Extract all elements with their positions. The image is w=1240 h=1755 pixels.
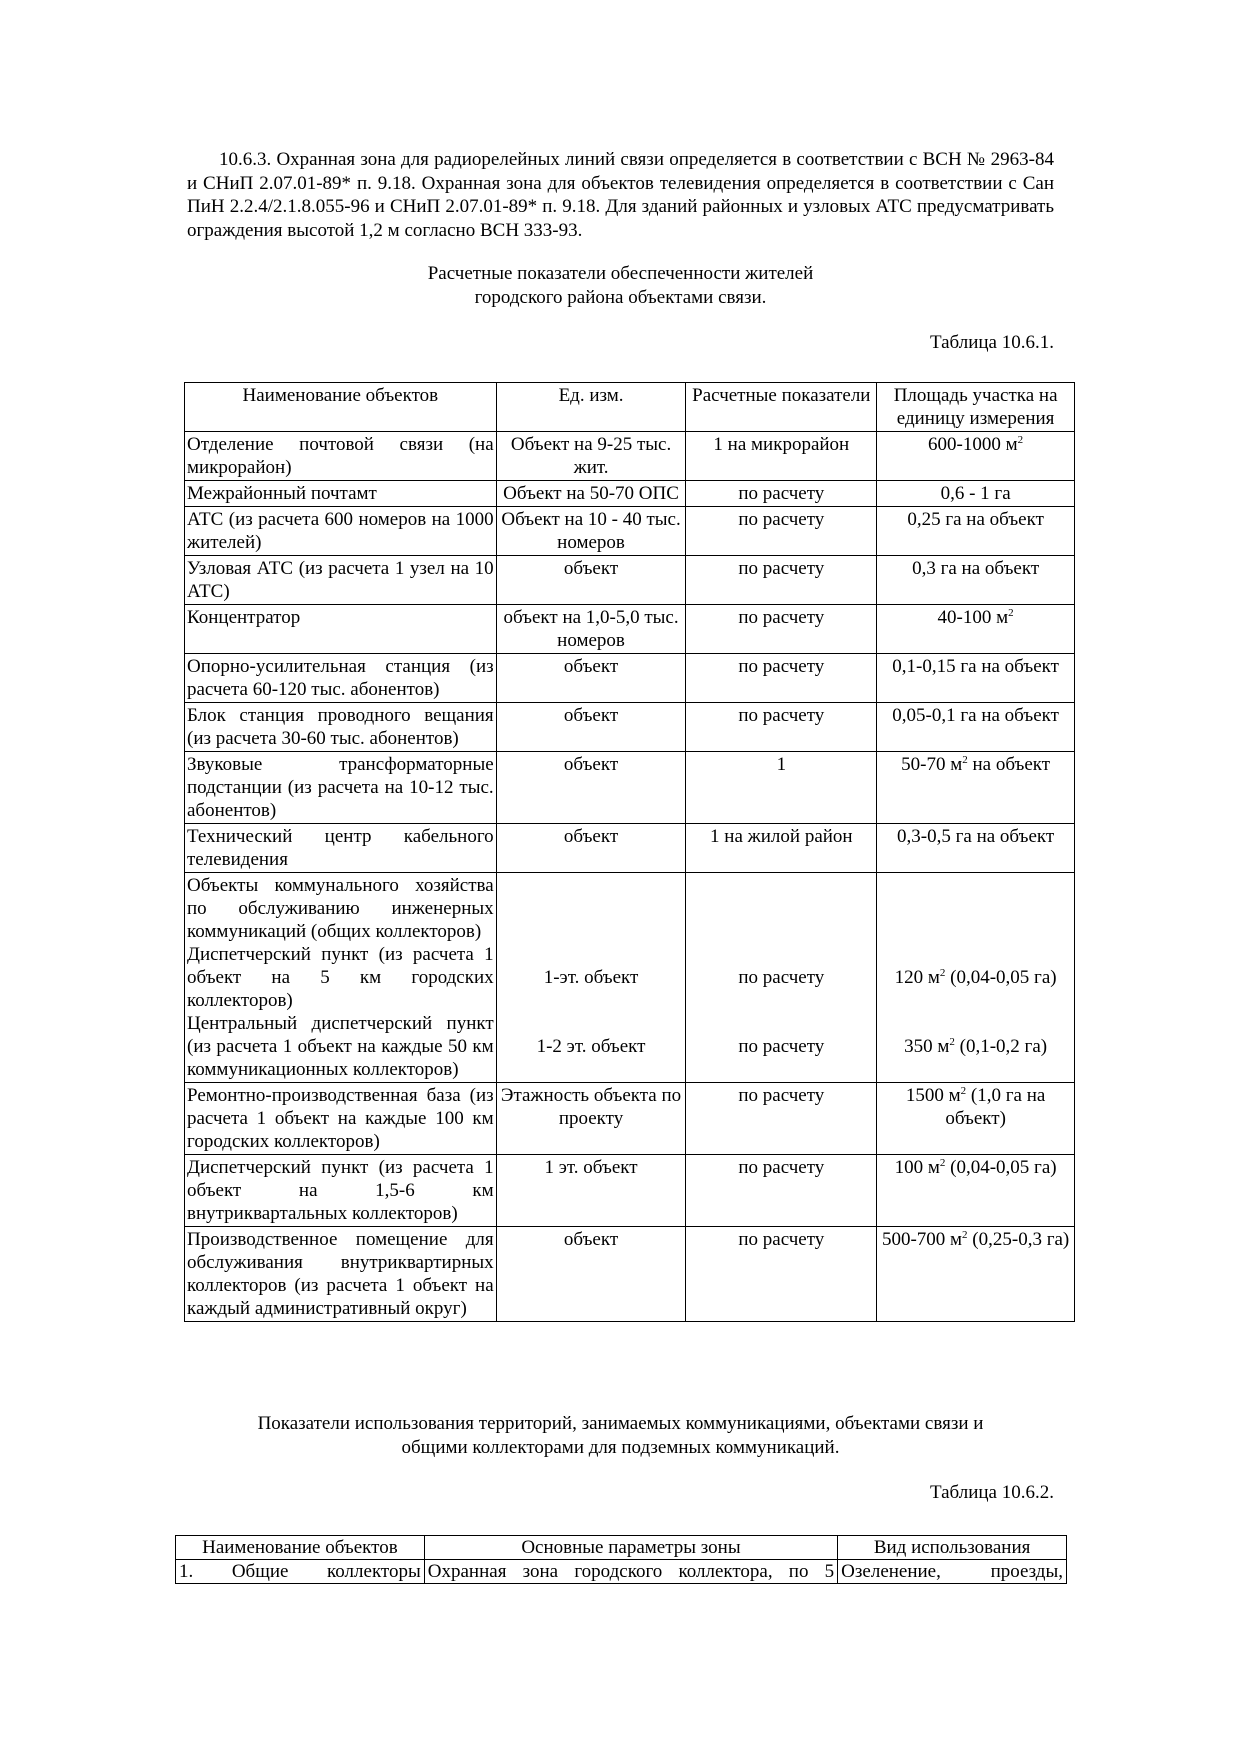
row-name: Производственное помещение для обслуживания внутриквартирных коллекторов (из расчета 1 объект на каждый административный округ) bbox=[185, 1227, 497, 1322]
table-row bbox=[185, 432, 1075, 481]
row-indicator: по расчету bbox=[686, 556, 877, 605]
row-indicator: 1 bbox=[686, 752, 877, 824]
row-unit bbox=[496, 873, 686, 1083]
row-unit: Этажность объекта по проекту bbox=[496, 1083, 686, 1155]
communal-sub1-unit: 1-эт. объект bbox=[543, 967, 639, 988]
communal-sub2-indicator: по расчету bbox=[738, 1036, 825, 1057]
row-unit: объект bbox=[496, 824, 686, 873]
table-row bbox=[185, 507, 1075, 556]
table1-caption bbox=[187, 262, 1054, 309]
row-name: Ремонтно-производственная база (из расчета 1 объект на каждые 100 км городских коллекторов) bbox=[185, 1083, 497, 1155]
row-indicator: по расчету bbox=[686, 703, 877, 752]
communal-sub2-name: Центральный диспетчерский пункт (из расчета 1 объект на каждые 50 км коммуникационных коллекторов) bbox=[187, 1013, 494, 1080]
table-row bbox=[185, 481, 1075, 507]
row-name: Отделение почтовой связи (на микрорайон) bbox=[185, 432, 497, 481]
row-area: 500-700 $м^2$ (0,25-0,3 га) bbox=[877, 1227, 1075, 1322]
table2-label: Таблица 10.6.2. bbox=[929, 1482, 1054, 1503]
table-row bbox=[185, 654, 1075, 703]
row-unit: Объект на 9-25 тыс. жит. bbox=[496, 432, 686, 481]
table1-header-area: Площадь участка на единицу измерения bbox=[877, 383, 1075, 432]
row-unit: Объект на 50-70 ОПС bbox=[496, 481, 686, 507]
row-area: 0,3-0,5 га на объект bbox=[877, 824, 1075, 873]
intro-paragraph: 10.6.3. Охранная зона для радиорелейных линий связи определяется в соответствии с ВСН № 2963-84 и СНиП 2.07.01-89* п. 9.18. Охранная зона для объектов телевидения определяется в соответствии с Сан ПиН 2.2.4/2.1.8.055-96 и СНиП 2.07.01-89* п. 9.18. Для зданий районных и узловых АТС предусматривать ограждения высотой 1,2 м согласно ВСН 333-93. bbox=[187, 149, 1054, 241]
row-usage: Озеленение, проезды, bbox=[838, 1560, 1067, 1584]
row-indicator: по расчету bbox=[686, 507, 877, 556]
table1-header-row bbox=[185, 383, 1075, 432]
communal-heading: Объекты коммунального хозяйства по обслуживанию инженерных коммуникаций (общих коллекторов) bbox=[187, 875, 494, 942]
row-indicator: по расчету bbox=[686, 605, 877, 654]
table2-header-params: Основные параметры зоны bbox=[424, 1536, 837, 1560]
table2-caption-line1: Показатели использования территорий, занимаемых коммуникациями, объектами связи и bbox=[257, 1413, 984, 1434]
row-indicator: по расчету bbox=[686, 481, 877, 507]
row-indicator: 1 на микрорайон bbox=[686, 432, 877, 481]
table2-header-usage: Вид использования bbox=[838, 1536, 1067, 1560]
table1-header-unit: Ед. изм. bbox=[496, 383, 686, 432]
row-name: Опорно-усилительная станция (из расчета 60-120 тыс. абонентов) bbox=[185, 654, 497, 703]
table-row bbox=[185, 703, 1075, 752]
row-name: АТС (из расчета 600 номеров на 1000 жителей) bbox=[185, 507, 497, 556]
table-row bbox=[185, 752, 1075, 824]
row-unit: Объект на 10 - 40 тыс. номеров bbox=[496, 507, 686, 556]
row-indicator: по расчету bbox=[686, 1083, 877, 1155]
table2-caption-line2: общими коллекторами для подземных коммуникаций. bbox=[401, 1436, 840, 1458]
row-area: 0,1-0,15 га на объект bbox=[877, 654, 1075, 703]
row-area: 0,05-0,1 га на объект bbox=[877, 703, 1075, 752]
row-name: Блок станция проводного вещания (из расчета 30-60 тыс. абонентов) bbox=[185, 703, 497, 752]
row-area: 40-100 $м^2$ bbox=[877, 605, 1075, 654]
row-name: Диспетчерский пункт (из расчета 1 объект на 1,5-6 км внутриквартальных коллекторов) bbox=[185, 1155, 497, 1227]
row-area: 100 $м^2$ (0,04-0,05 га) bbox=[877, 1155, 1075, 1227]
communal-sub1-area: 120 $м^2$ (0,04-0,05 га) bbox=[894, 967, 1057, 988]
row-area: 0,6 - 1 га bbox=[877, 481, 1075, 507]
row-unit: объект bbox=[496, 703, 686, 752]
row-name: Межрайонный почтамт bbox=[185, 481, 497, 507]
table2-header-name: Наименование объектов bbox=[176, 1536, 425, 1560]
row-area: 0,25 га на объект bbox=[877, 507, 1075, 556]
row-indicator: по расчету bbox=[686, 1155, 877, 1227]
row-unit: объект bbox=[496, 556, 686, 605]
table-row bbox=[185, 1227, 1075, 1322]
communal-sub1-indicator: по расчету bbox=[738, 967, 825, 988]
table-row bbox=[185, 1083, 1075, 1155]
row-unit: 1 эт. объект bbox=[496, 1155, 686, 1227]
table1-header-indicator: Расчетные показатели bbox=[686, 383, 877, 432]
table-10-6-1 bbox=[184, 382, 1075, 1322]
table-10-6-2 bbox=[175, 1535, 1067, 1584]
table1-caption-line2: городского района объектами связи. bbox=[474, 286, 767, 308]
row-name: Узловая АТС (из расчета 1 узел на 10 АТС) bbox=[185, 556, 497, 605]
row-area: 50-70 $м^2$ на объект bbox=[877, 752, 1075, 824]
row-unit: объект на 1,0-5,0 тыс. номеров bbox=[496, 605, 686, 654]
row-unit: объект bbox=[496, 654, 686, 703]
table-row bbox=[176, 1560, 1067, 1584]
row-unit: объект bbox=[496, 752, 686, 824]
row-name: Концентратор bbox=[185, 605, 497, 654]
row-area: 1500 $м^2$ (1,0 га на объект) bbox=[877, 1083, 1075, 1155]
communal-sub1-name: Диспетчерский пункт (из расчета 1 объект на 5 км городских коллекторов) bbox=[187, 944, 494, 1011]
table-row bbox=[185, 824, 1075, 873]
row-area: 600-1000 $м^2$ bbox=[877, 432, 1075, 481]
table2-header-row bbox=[176, 1536, 1067, 1560]
row-indicator: по расчету bbox=[686, 1227, 877, 1322]
table2-caption bbox=[187, 1412, 1054, 1459]
row-area bbox=[877, 873, 1075, 1083]
row-name bbox=[185, 873, 497, 1083]
row-name: Звуковые трансформаторные подстанции (из расчета на 10-12 тыс. абонентов) bbox=[185, 752, 497, 824]
row-indicator: по расчету bbox=[686, 654, 877, 703]
row-name: 1. Общие коллекторы bbox=[176, 1560, 425, 1584]
table-row-communal bbox=[185, 873, 1075, 1083]
row-indicator bbox=[686, 873, 877, 1083]
table1-caption-line1: Расчетные показатели обеспеченности жителей bbox=[427, 263, 814, 284]
row-area: 0,3 га на объект bbox=[877, 556, 1075, 605]
communal-sub2-area: 350 $м^2$ (0,1-0,2 га) bbox=[904, 1036, 1048, 1057]
table1-label: Таблица 10.6.1. bbox=[929, 332, 1054, 353]
table-row bbox=[185, 556, 1075, 605]
row-unit: объект bbox=[496, 1227, 686, 1322]
table-row bbox=[185, 605, 1075, 654]
table1-header-name: Наименование объектов bbox=[185, 383, 497, 432]
communal-sub2-unit: 1-2 эт. объект bbox=[536, 1036, 646, 1057]
table-row bbox=[185, 1155, 1075, 1227]
row-name: Технический центр кабельного телевидения bbox=[185, 824, 497, 873]
row-indicator: 1 на жилой район bbox=[686, 824, 877, 873]
row-params: Охранная зона городского коллектора, по 5 bbox=[424, 1560, 837, 1584]
